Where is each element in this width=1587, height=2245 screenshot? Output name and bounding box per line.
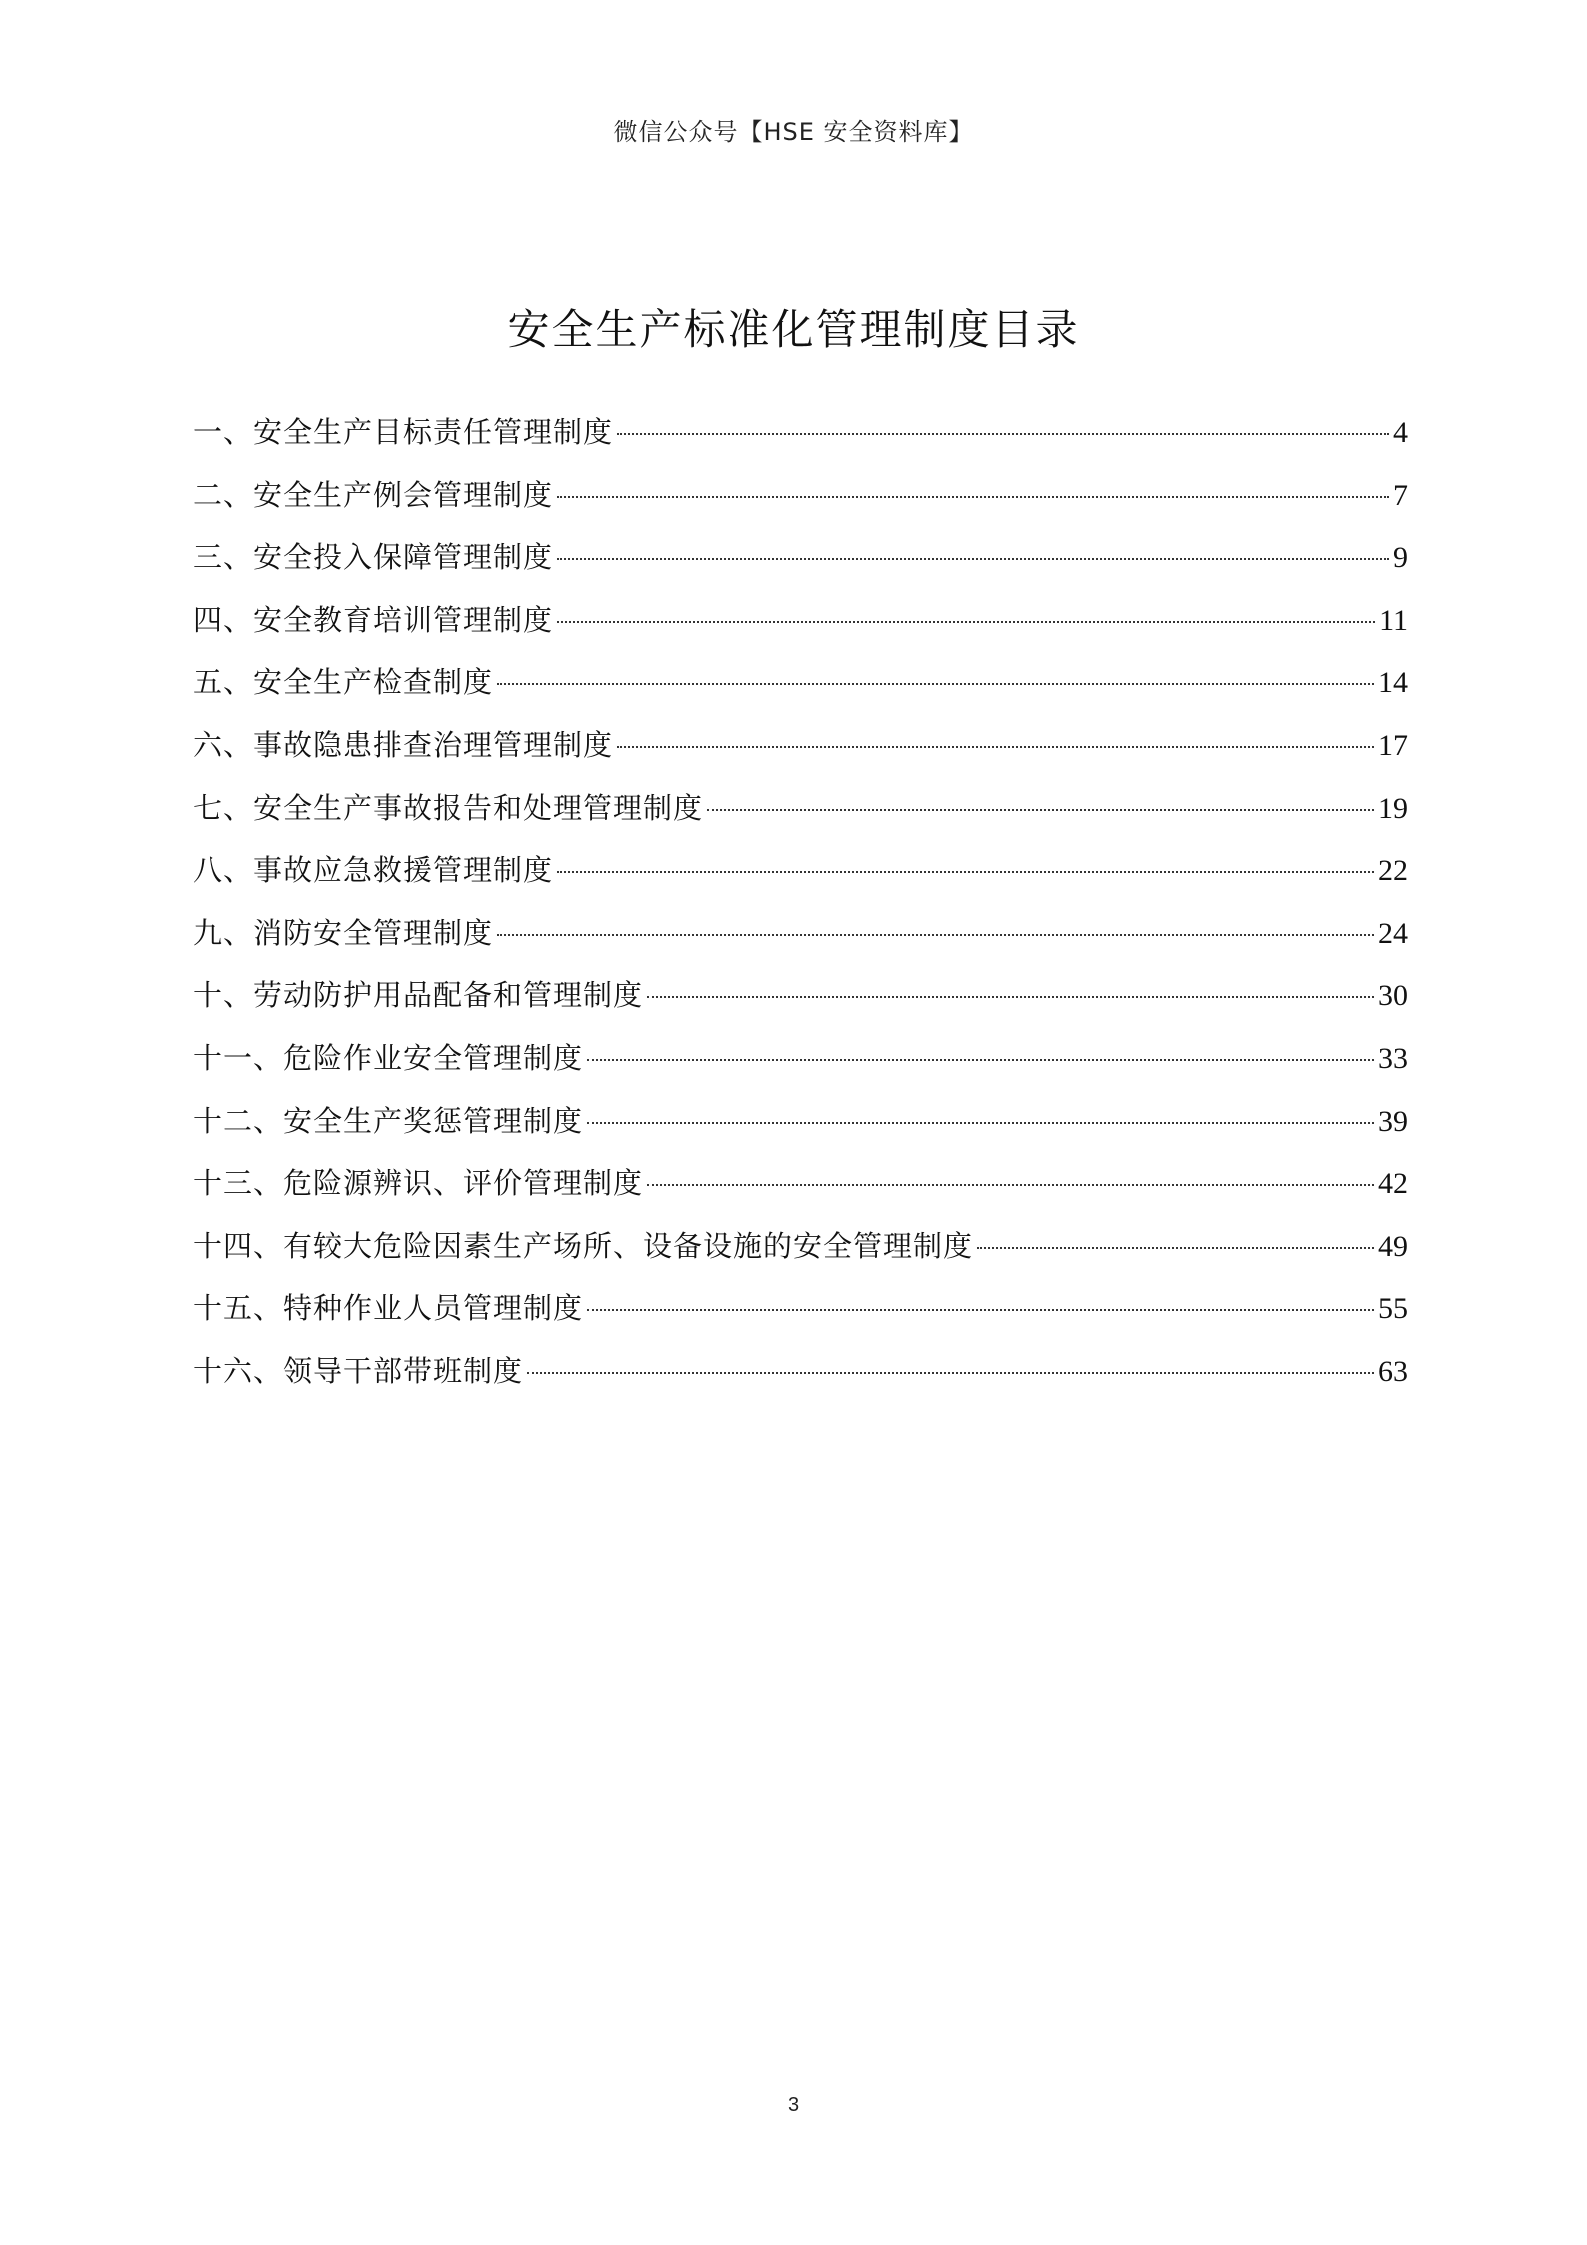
toc-dot-leader [527,1372,1374,1374]
toc-dot-leader [977,1247,1374,1249]
document-title: 安全生产标准化管理制度目录 [507,305,1080,354]
page-number: 3 [787,2094,800,2116]
toc-dot-leader [587,1122,1374,1124]
toc-entry[interactable] [193,1030,1408,1093]
toc-dot-leader [557,621,1375,623]
toc-dot-leader [557,871,1374,873]
toc-entry-page: 39 [1378,1104,1408,1138]
toc-dot-leader [617,746,1374,748]
toc-entry-page: 9 [1393,541,1408,575]
toc-entry-label: 十二、安全生产奖惩管理制度 [193,1103,584,1138]
toc-entry-page: 49 [1378,1229,1408,1263]
toc-entry[interactable] [193,404,1408,467]
toc-dot-leader [557,496,1389,498]
toc-dot-leader [497,934,1374,936]
toc-entry-label: 七、安全生产事故报告和处理管理制度 [193,790,704,825]
toc-entry-label: 三、安全投入保障管理制度 [193,540,554,575]
toc-entry[interactable] [193,842,1408,905]
toc-entry-page: 63 [1378,1354,1408,1388]
toc-entry[interactable] [193,592,1408,655]
toc-dot-leader [617,433,1389,435]
toc-dot-leader [647,996,1374,998]
toc-entry-label: 一、安全生产目标责任管理制度 [193,415,614,449]
toc-entry-label: 十一、危险作业安全管理制度 [193,1040,584,1075]
toc-entry-page: 17 [1378,728,1408,762]
toc-entry-page: 4 [1393,416,1408,449]
toc-entry-page: 30 [1378,979,1408,1013]
toc-dot-leader [587,1309,1374,1311]
toc-entry-label: 六、事故隐患排查治理管理制度 [193,727,614,762]
toc-entry-page: 11 [1379,603,1408,637]
page-header: 微信公众号【HSE 安全资料库】 [613,118,974,146]
toc-entry[interactable] [193,1093,1408,1156]
toc-entry-page: 19 [1378,791,1408,825]
toc-dot-leader [557,558,1389,560]
toc-entry[interactable] [193,467,1408,530]
toc-dot-leader [647,1184,1374,1186]
toc-entry-label: 四、安全教育培训管理制度 [193,602,554,637]
toc-entry[interactable] [193,905,1408,968]
toc-entry-label: 十三、危险源辨识、评价管理制度 [193,1166,644,1201]
toc-entry[interactable] [193,529,1408,592]
table-of-contents [193,404,1408,1406]
toc-entry[interactable] [193,717,1408,780]
toc-entry-page: 42 [1378,1167,1408,1201]
toc-dot-leader [497,683,1374,685]
toc-entry-label: 十六、领导干部带班制度 [193,1353,524,1388]
toc-entry-page: 33 [1378,1041,1408,1075]
toc-entry[interactable] [193,654,1408,717]
toc-dot-leader [707,809,1374,811]
toc-entry-page: 24 [1378,916,1408,950]
toc-entry-label: 二、安全生产例会管理制度 [193,477,554,512]
toc-entry-page: 14 [1378,666,1408,700]
toc-entry-label: 九、消防安全管理制度 [193,915,494,950]
toc-entry[interactable] [193,1218,1408,1281]
toc-entry-page: 22 [1378,854,1408,888]
toc-entry-page: 7 [1393,478,1408,512]
toc-entry[interactable] [193,1343,1408,1406]
toc-entry[interactable] [193,1280,1408,1343]
toc-entry-label: 十、劳动防护用品配备和管理制度 [193,978,644,1013]
toc-entry[interactable] [193,1155,1408,1218]
toc-entry-label: 五、安全生产检查制度 [193,665,494,700]
toc-dot-leader [587,1059,1374,1061]
toc-entry-label: 十五、特种作业人员管理制度 [193,1291,584,1326]
toc-entry-label: 八、事故应急救援管理制度 [193,853,554,888]
toc-entry[interactable] [193,967,1408,1030]
toc-entry-page: 55 [1378,1292,1408,1326]
toc-entry[interactable] [193,780,1408,843]
toc-entry-label: 十四、有较大危险因素生产场所、设备设施的安全管理制度 [193,1228,974,1263]
